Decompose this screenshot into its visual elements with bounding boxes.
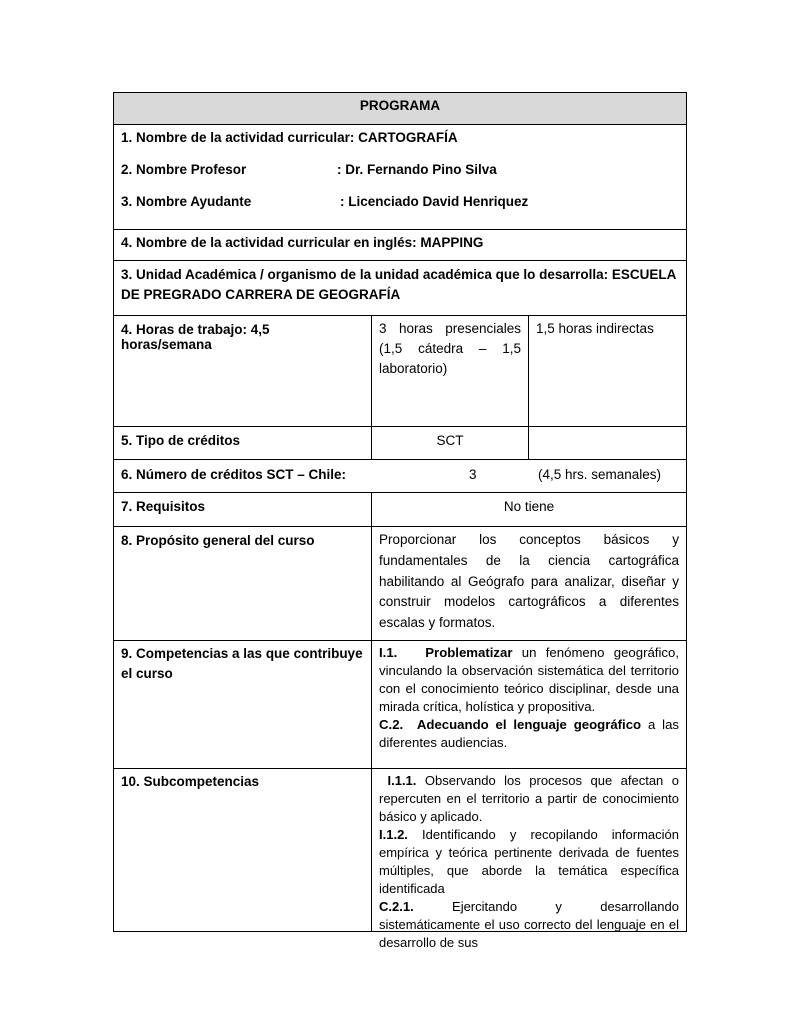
- requirements-row: [113, 493, 687, 527]
- requirements-label: 7. Requisitos: [114, 493, 372, 526]
- subcompetency-c21-code: C.2.1.: [379, 899, 414, 914]
- subcompetency-c21-text: Ejercitando y desarrollando sistemáticamente el uso correcto del lenguaje en el desarrollo de sus: [379, 899, 679, 950]
- credits-number-note: (4,5 hrs. semanales): [538, 467, 662, 482]
- assistant-value: : Licenciado David Henriquez: [340, 194, 529, 209]
- professor-value: : Dr. Fernando Pino Silva: [337, 162, 497, 177]
- assistant-row: [121, 193, 679, 211]
- competency-c2: [379, 716, 679, 752]
- competencies-content: [372, 641, 686, 768]
- competency-i1-code: I.1.: [379, 645, 398, 660]
- competency-i1: [379, 644, 679, 716]
- purpose-text: Proporcionar los conceptos básicos y fundamentales de la ciencia cartográfica habilitando al Geógrafo para analizar, diseñar y construir modelos cartográficos a diferentes escalas y formatos.: [379, 532, 679, 631]
- credits-number-row: [113, 460, 687, 493]
- section-activity-info: [113, 125, 687, 230]
- subcompetency-i12: [379, 826, 679, 898]
- credits-type-row: [113, 427, 687, 460]
- subcompetencies-label: 10. Subcompetencias: [114, 769, 372, 931]
- competencies-row: [113, 641, 687, 769]
- competency-i1-bold: Problematizar: [425, 645, 513, 660]
- subcompetencies-content: [372, 769, 686, 950]
- credits-type-empty: [529, 427, 686, 459]
- hours-presencial: 3 horas presenciales (1,5 cátedra – 1,5 laboratorio): [372, 316, 529, 426]
- purpose-row: [113, 527, 687, 641]
- activity-name: 1. Nombre de la actividad curricular: CARTOGRAFÍA: [121, 130, 458, 145]
- hours-indirect: 1,5 horas indirectas: [536, 321, 654, 336]
- academic-unit: 3. Unidad Académica / organismo de la unidad académica que lo desarrolla: ESCUELA DE PREGRADO CARRERA DE GEOGRAFÍA: [113, 261, 687, 316]
- credits-type-label: 5. Tipo de créditos: [114, 427, 372, 459]
- subcompetency-i12-text: Identificando y recopilando información empírica y teórica pertinente derivada de fuentes múltiples, que aborde la temática específica identificada: [379, 827, 679, 896]
- competency-i1-text: un fenómeno geográfico, vinculando la observación sistemática del territorio con el conocimiento teórico disciplinar, desde una mirada crítica, holística y propositiva.: [379, 645, 679, 714]
- page-title: PROGRAMA: [113, 92, 687, 125]
- subcompetency-i11: [379, 772, 679, 826]
- professor-label: 2. Nombre Profesor: [121, 162, 247, 177]
- english-name: 4. Nombre de la actividad curricular en inglés: MAPPING: [113, 230, 687, 261]
- purpose-label: 8. Propósito general del curso: [114, 527, 372, 640]
- credits-type-value: SCT: [372, 427, 529, 459]
- credits-number-value: 3: [469, 467, 477, 482]
- competencies-label: 9. Competencias a las que contribuye el curso: [114, 641, 372, 768]
- assistant-label: 3. Nombre Ayudante: [121, 194, 252, 209]
- subcompetency-i11-code: I.1.1.: [387, 773, 417, 788]
- program-document: [113, 92, 687, 950]
- hours-row: [113, 316, 687, 427]
- competency-c2-code: C.2.: [379, 717, 404, 732]
- professor-row: [121, 161, 679, 179]
- credits-number-label: 6. Número de créditos SCT – Chile:: [121, 467, 347, 482]
- subcompetency-i11-text: Observando los procesos que afectan o repercuten en el territorio a partir de conocimiento básico y aplicado.: [379, 773, 679, 824]
- requirements-value: No tiene: [503, 499, 555, 514]
- subcompetencies-row: [113, 769, 687, 950]
- competency-c2-text: a las diferentes audiencias.: [379, 717, 680, 750]
- subcompetency-c21: [379, 898, 679, 952]
- competency-c2-bold: Adecuando el lenguaje geográfico: [416, 717, 642, 732]
- subcompetency-i12-code: I.1.2.: [379, 827, 408, 842]
- hours-label: 4. Horas de trabajo: 4,5 horas/semana: [114, 316, 372, 426]
